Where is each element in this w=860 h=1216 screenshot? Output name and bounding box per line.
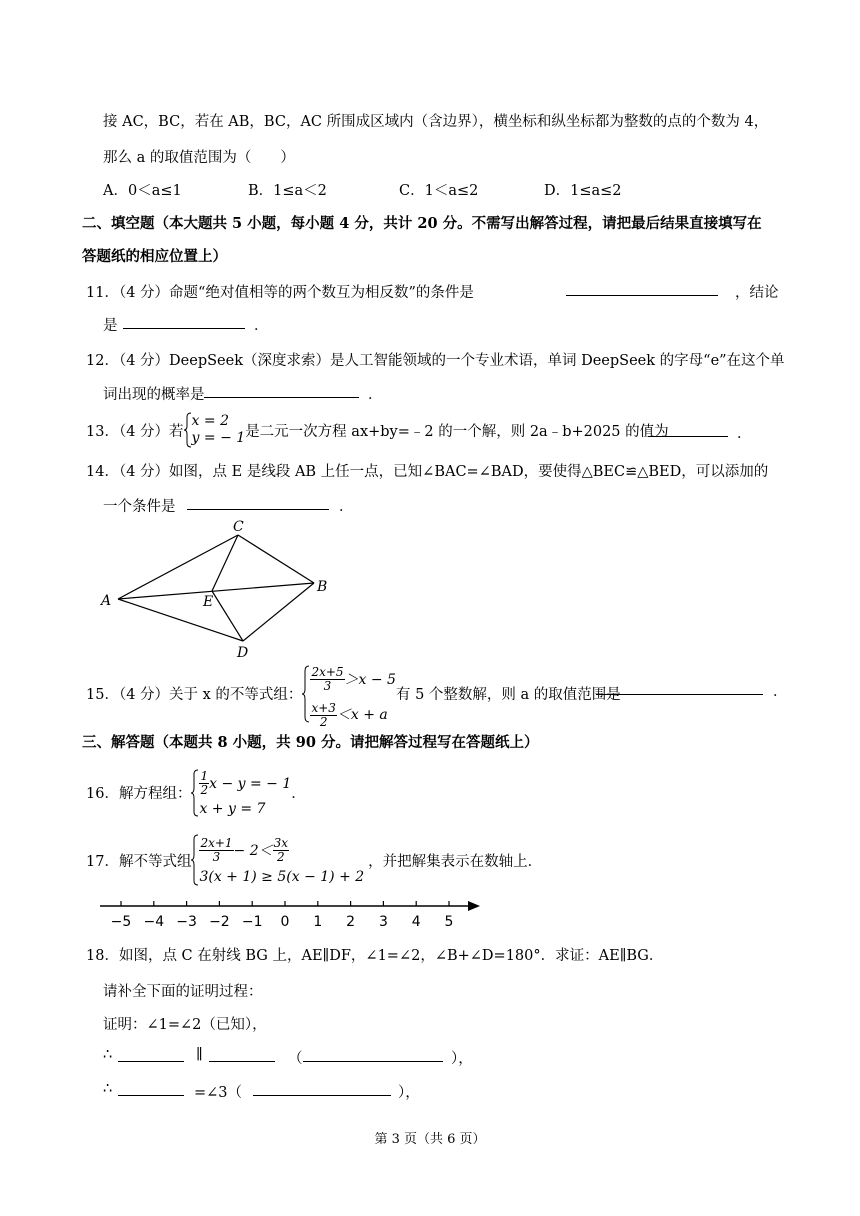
q16-eq2: x + y = 7 xyxy=(199,801,266,817)
q16-text xyxy=(86,764,306,821)
number-line-tick-label: 4 xyxy=(411,914,421,930)
number-line-arrow-icon xyxy=(468,901,480,911)
q18-blank4[interactable] xyxy=(118,1081,184,1096)
q16-prefix: 16．解方程组： xyxy=(86,786,192,802)
q15-ineq2-rhs: ＜x + a xyxy=(336,707,388,723)
q11-period: ． xyxy=(254,318,269,334)
section2-heading-line2: 答题纸的相应位置上） xyxy=(82,248,227,265)
q17-text xyxy=(86,830,542,890)
q18-eq-angle3: =∠3（ xyxy=(194,1085,243,1101)
q12-blank[interactable] xyxy=(204,383,359,398)
q13-text xyxy=(86,412,669,448)
q11-tail: ，结论 xyxy=(735,285,779,301)
number-line-tick-label: −3 xyxy=(176,914,197,930)
q15-frac2 xyxy=(310,702,336,729)
left-brace-icon xyxy=(302,665,310,723)
q18-line3: 证明：∠1=∠2（已知）， xyxy=(103,1017,267,1033)
number-line-tick-label: −4 xyxy=(143,914,165,930)
q15-post: 有 5 个整数解，则 a 的取值范围是 xyxy=(395,687,621,703)
q16-frac-den: 2 xyxy=(200,783,209,797)
q14-line2: 一个条件是 xyxy=(103,499,176,515)
q14-figure-lines xyxy=(118,535,314,641)
q15-ineq1 xyxy=(310,666,396,694)
q14-label-d: D xyxy=(237,645,249,660)
q18-blank3[interactable] xyxy=(303,1047,443,1062)
section3-heading: 三、解答题（本题共 8 小题，共 90 分。请把解答过程写在答题纸上） xyxy=(82,734,539,751)
q15-ineq1-rhs: ＞x − 5 xyxy=(344,671,396,688)
q10-option-a: A．0＜a≤1 xyxy=(103,183,182,199)
q14-period: ． xyxy=(339,499,354,515)
q13-eq1: x = 2 xyxy=(191,413,229,429)
q17-frac2 xyxy=(273,837,289,864)
left-brace-icon xyxy=(184,412,192,448)
q18-blank2[interactable] xyxy=(209,1047,275,1062)
q15-period: ． xyxy=(773,684,788,700)
q14-figure xyxy=(98,515,338,660)
q17-frac2-num: 3x xyxy=(273,836,289,850)
q18-text: 18．如图，点 C 在射线 BG 上，AE∥DF，∠1=∠2，∠B+∠D=180°．求证：AE∥BG． xyxy=(86,948,664,964)
q18-paren-close: ）， xyxy=(451,1051,473,1067)
q14-blank[interactable] xyxy=(187,495,329,510)
q17-ineq2: 3(x + 1) ≥ 5(x − 1) + 2 xyxy=(199,869,365,885)
left-brace-icon xyxy=(191,834,199,886)
q13-system xyxy=(192,413,246,447)
number-line-tick-label: −2 xyxy=(209,914,230,930)
q18-paren-open: （ xyxy=(288,1051,303,1067)
q17-frac1-num: 2x+1 xyxy=(200,836,233,850)
q17-frac1 xyxy=(199,837,233,864)
q16-eq1-rhs: x − y = − 1 xyxy=(209,775,292,792)
q17-frac1-den: 3 xyxy=(212,850,221,864)
q13-post: 是二元一次方程 ax+by=﹣2 的一个解，则 2a﹣b+2025 的值为 xyxy=(245,423,669,440)
q18-blank1[interactable] xyxy=(118,1047,184,1062)
section2-heading-line1: 二、填空题（本大题共 5 小题，每小题 4 分，共计 20 分。不需写出解答过程，请把最后结果直接填写在 xyxy=(82,215,762,232)
q15-frac1-num: 2x+5 xyxy=(311,665,344,679)
q11-text: 11．（4 分）命题“绝对值相等的两个数互为相反数”的条件是 xyxy=(86,285,474,301)
q15-prefix: 15．（4 分）关于 x 的不等式组： xyxy=(86,687,303,703)
q16-period: ． xyxy=(291,786,306,802)
q17-system xyxy=(199,830,364,890)
q10-line2: 那么 a 的取值范围为（ ） xyxy=(103,150,295,166)
q15-frac1-den: 3 xyxy=(323,679,332,693)
q18-step1-therefore: ∴ xyxy=(103,1047,113,1063)
number-line-tick-label: 0 xyxy=(280,914,290,930)
q14-text: 14．（4 分）如图，点 E 是线段 AB 上任一点，已知∠BAC=∠BAD，要使得△BEC≌△BED，可以添加的 xyxy=(86,464,769,480)
q13-prefix: 13．（4 分）若 xyxy=(86,423,184,440)
q11-blank-condition[interactable] xyxy=(566,281,718,296)
q10-line1: 接 AC，BC，若在 AB，BC，AC 所围成区域内（含边界），横坐标和纵坐标都为整数的点的个数为 4， xyxy=(103,114,769,130)
q15-ineq2 xyxy=(310,701,387,729)
q15-text xyxy=(86,658,621,729)
number-line-tick-label: 3 xyxy=(378,914,388,930)
q14-label-c: C xyxy=(233,519,244,535)
number-line-tick-label: 5 xyxy=(444,914,454,930)
q12-text: 12．（4 分）DeepSeek（深度求索）是人工智能领域的一个专业术语，单词 DeepSeek 的字母“e”在这个单 xyxy=(86,353,785,369)
number-line-tick-label: 2 xyxy=(346,914,356,930)
q16-system xyxy=(199,764,291,821)
q17-ineq1 xyxy=(199,837,289,864)
q13-blank[interactable] xyxy=(648,422,728,437)
q12-period: ． xyxy=(368,387,383,403)
q13-period: ． xyxy=(737,426,752,442)
page-footer: 第 3 页（共 6 页） xyxy=(374,1132,486,1147)
number-line-tick-label: −5 xyxy=(110,914,132,930)
q15-frac1 xyxy=(310,666,344,693)
q14-label-a: A xyxy=(101,593,112,609)
q17-number-line xyxy=(96,890,486,938)
q17-ineq1-mid: − 2＜ xyxy=(233,842,273,859)
q16-eq1 xyxy=(199,770,291,797)
q11-blank-conclusion[interactable] xyxy=(123,314,245,329)
number-line-tick-label: 1 xyxy=(313,914,323,930)
q14-label-e: E xyxy=(203,594,214,610)
q18-parallel: ∥ xyxy=(196,1047,203,1063)
q15-frac2-den: 2 xyxy=(319,714,328,729)
left-brace-icon xyxy=(191,769,199,817)
q15-system xyxy=(310,658,396,729)
q16-frac xyxy=(199,770,209,797)
q18-step2-therefore: ∴ xyxy=(103,1081,113,1097)
q10-option-b: B．1≤a＜2 xyxy=(248,183,327,199)
q10-option-c: C．1＜a≤2 xyxy=(399,183,479,199)
q15-blank[interactable] xyxy=(596,680,763,695)
q10-option-d: D．1≤a≤2 xyxy=(544,183,622,199)
q13-eq2: y = − 1 xyxy=(191,430,246,446)
q18-line2: 请补全下面的证明过程： xyxy=(103,984,263,1000)
q17-prefix: 17．解不等式组 xyxy=(86,853,192,870)
q18-paren-close2: ）， xyxy=(398,1085,420,1101)
q14-label-b: B xyxy=(317,579,328,595)
q15-frac2-num: x+3 xyxy=(311,700,336,715)
q17-post: ，并把解集表示在数轴上． xyxy=(368,853,543,870)
q18-blank5[interactable] xyxy=(253,1081,391,1096)
q12-line2: 词出现的概率是 xyxy=(103,387,205,403)
q11-line2: 是 xyxy=(103,318,118,334)
q17-frac2-den: 2 xyxy=(277,850,285,864)
number-line-tick-label: −1 xyxy=(241,914,263,930)
q16-frac-num: 1 xyxy=(200,769,209,783)
